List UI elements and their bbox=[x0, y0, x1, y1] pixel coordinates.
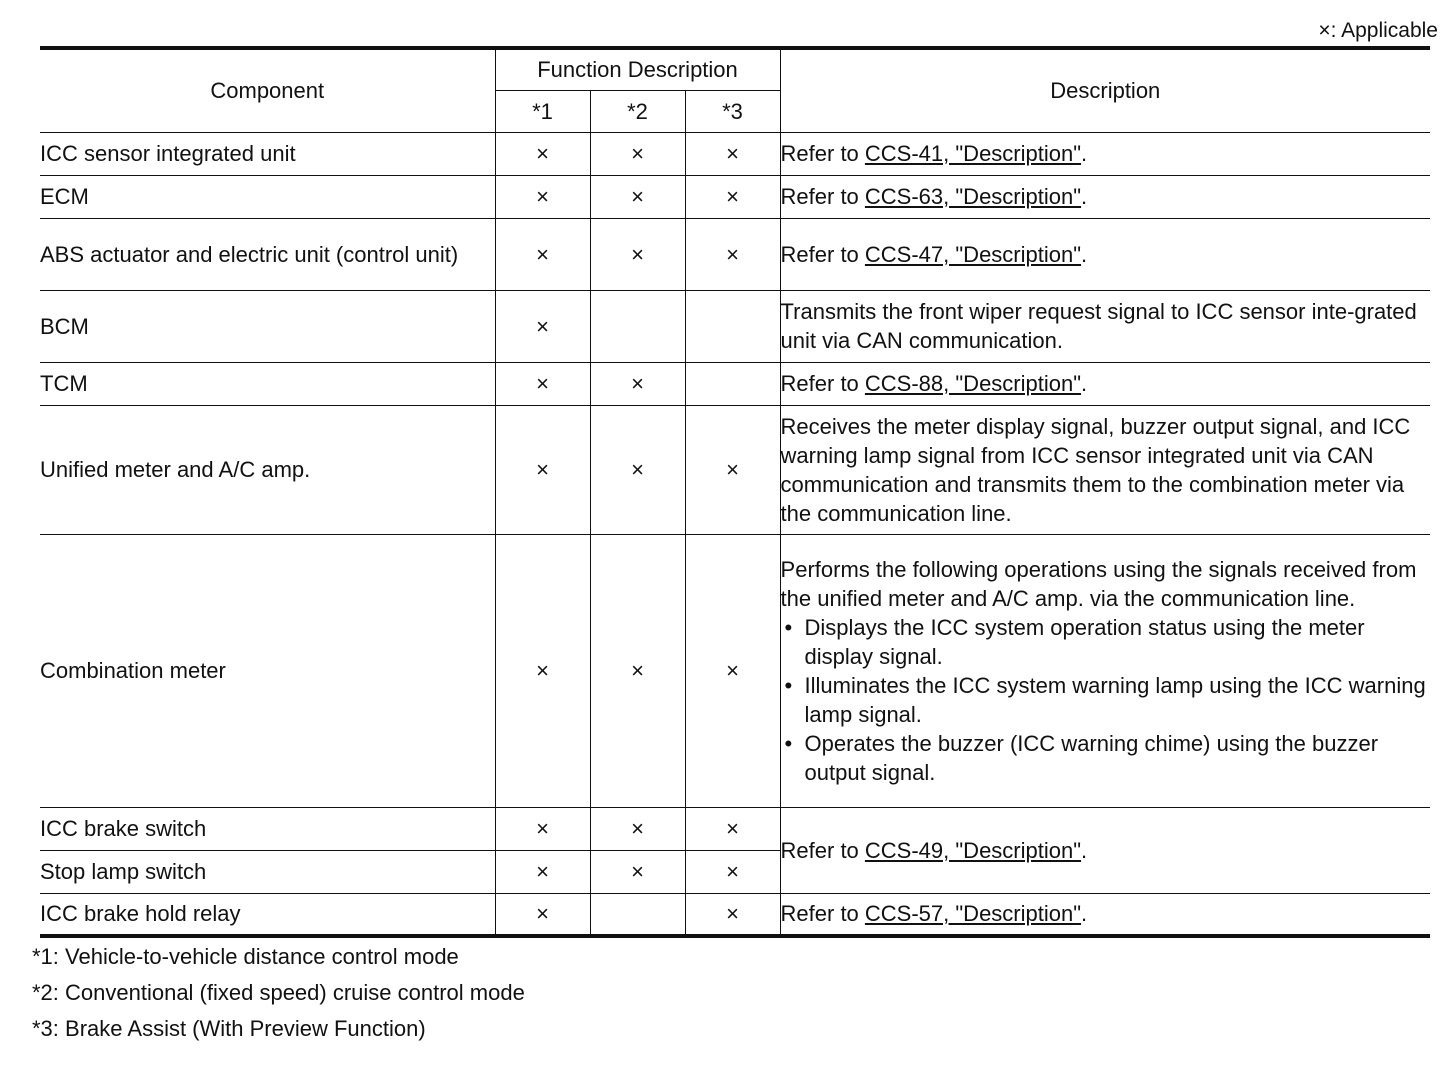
reference-link[interactable]: CCS-88, "Description" bbox=[864, 371, 1082, 396]
footnote: *1: Vehicle-to-vehicle distance control mode bbox=[32, 944, 459, 969]
description-text: Performs the following operations using the signals received from the unified meter and A/C amp. via the communication line. bbox=[780, 556, 1417, 611]
mark-col-3: × bbox=[685, 850, 780, 893]
mark-col-2: × bbox=[590, 850, 685, 893]
mark-col-1: × bbox=[495, 405, 590, 534]
component-name: ABS actuator and electric unit (control unit) bbox=[40, 218, 495, 290]
mark-col-3: × bbox=[685, 218, 780, 290]
table-row bbox=[40, 175, 1430, 218]
reference-link[interactable]: CCS-47, "Description" bbox=[864, 241, 1082, 267]
component-name: ECM bbox=[40, 175, 495, 218]
description-cell bbox=[780, 175, 1430, 218]
table-row bbox=[40, 290, 1430, 362]
reference-link[interactable]: CCS-41, "Description" bbox=[864, 141, 1082, 166]
ref-prefix: Refer to bbox=[780, 184, 865, 209]
header-description: Description bbox=[780, 48, 1430, 132]
component-name: ICC brake switch bbox=[40, 807, 495, 850]
table-row bbox=[40, 218, 1430, 290]
ref-suffix: . bbox=[1081, 184, 1088, 209]
header-component: Component bbox=[40, 48, 495, 132]
description-cell bbox=[780, 534, 1430, 807]
mark-col-1: × bbox=[495, 290, 590, 362]
mark-col-1: × bbox=[495, 850, 590, 893]
header-col-3: *3 bbox=[685, 90, 780, 132]
reference-link[interactable]: CCS-63, "Description" bbox=[864, 184, 1082, 209]
table-row bbox=[40, 132, 1430, 175]
mark-col-2: × bbox=[590, 175, 685, 218]
ref-suffix: . bbox=[1081, 901, 1088, 927]
mark-col-2 bbox=[590, 290, 685, 362]
table-row bbox=[40, 807, 1430, 850]
table-row bbox=[40, 405, 1430, 534]
mark-col-1: × bbox=[495, 807, 590, 850]
bullet-list bbox=[781, 613, 1431, 787]
table-row bbox=[40, 893, 1430, 936]
mark-col-1: × bbox=[495, 218, 590, 290]
description-text: Transmits the front wiper request signal to ICC sensor inte-grated unit via CAN communication. bbox=[780, 290, 1430, 362]
reference-link[interactable]: CCS-49, "Description" bbox=[864, 837, 1082, 863]
mark-col-1: × bbox=[495, 175, 590, 218]
reference-link[interactable]: CCS-57, "Description" bbox=[864, 901, 1082, 927]
footnote: *3: Brake Assist (With Preview Function) bbox=[32, 1016, 426, 1041]
ref-prefix: Refer to bbox=[780, 141, 865, 166]
footnote: *2: Conventional (fixed speed) cruise control mode bbox=[32, 980, 525, 1005]
description-cell bbox=[780, 893, 1430, 936]
ref-suffix: . bbox=[1081, 837, 1088, 863]
mark-col-3: × bbox=[685, 132, 780, 175]
mark-col-3: × bbox=[685, 175, 780, 218]
bullet-item: • Illuminates the ICC system warning lamp using the ICC warning lamp signal. bbox=[781, 671, 1431, 729]
mark-col-3: × bbox=[685, 534, 780, 807]
mark-col-2: × bbox=[590, 362, 685, 405]
ref-suffix: . bbox=[1081, 241, 1088, 267]
description-cell bbox=[780, 132, 1430, 175]
description-cell bbox=[780, 807, 1430, 893]
component-name: Stop lamp switch bbox=[40, 850, 495, 893]
mark-col-2: × bbox=[590, 405, 685, 534]
mark-col-2: × bbox=[590, 132, 685, 175]
mark-col-1: × bbox=[495, 893, 590, 936]
header-function-description: Function Description bbox=[495, 48, 780, 90]
component-name: TCM bbox=[40, 362, 495, 405]
applicable-legend: ×: Applicable bbox=[1318, 19, 1438, 42]
ref-prefix: Refer to bbox=[780, 837, 865, 863]
mark-col-2: × bbox=[590, 218, 685, 290]
mark-col-3 bbox=[685, 362, 780, 405]
component-name: ICC brake hold relay bbox=[40, 893, 495, 936]
ref-suffix: . bbox=[1081, 371, 1088, 396]
ref-prefix: Refer to bbox=[780, 371, 865, 396]
mark-col-3: × bbox=[685, 893, 780, 936]
description-cell bbox=[780, 218, 1430, 290]
component-name: ICC sensor integrated unit bbox=[40, 132, 495, 175]
component-name: BCM bbox=[40, 290, 495, 362]
table-row bbox=[40, 362, 1430, 405]
description-text: Receives the meter display signal, buzzer output signal, and ICC warning lamp signal from ICC sensor integrated unit via CAN communication and transmits them to the combination meter via the communication line. bbox=[780, 405, 1430, 534]
mark-col-3: × bbox=[685, 405, 780, 534]
mark-col-2: × bbox=[590, 534, 685, 807]
header-col-1: *1 bbox=[495, 90, 590, 132]
component-name: Unified meter and A/C amp. bbox=[40, 405, 495, 534]
mark-col-2 bbox=[590, 893, 685, 936]
description-cell bbox=[780, 362, 1430, 405]
header-col-2: *2 bbox=[590, 90, 685, 132]
mark-col-1: × bbox=[495, 534, 590, 807]
ref-prefix: Refer to bbox=[780, 901, 865, 927]
footnotes bbox=[32, 942, 525, 1050]
mark-col-1: × bbox=[495, 362, 590, 405]
mark-col-1: × bbox=[495, 132, 590, 175]
component-name: Combination meter bbox=[40, 534, 495, 807]
table-row bbox=[40, 534, 1430, 807]
mark-col-2: × bbox=[590, 807, 685, 850]
ref-prefix: Refer to bbox=[780, 241, 865, 267]
mark-col-3: × bbox=[685, 807, 780, 850]
ref-suffix: . bbox=[1081, 141, 1088, 166]
component-table bbox=[40, 46, 1430, 938]
bullet-item: • Displays the ICC system operation status using the meter display signal. bbox=[781, 613, 1431, 671]
bullet-item: • Operates the buzzer (ICC warning chime) using the buzzer output signal. bbox=[781, 729, 1431, 787]
mark-col-3 bbox=[685, 290, 780, 362]
